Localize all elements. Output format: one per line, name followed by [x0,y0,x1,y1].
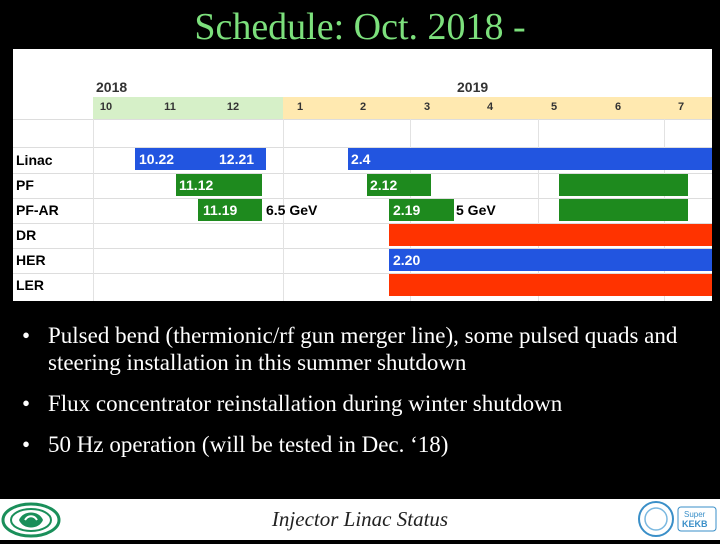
dr-operation-bar [389,224,712,246]
logo-text-kekb: KEKB [682,519,708,529]
bullet-text: 50 Hz operation (will be tested in Dec. ‘18) [48,432,449,457]
bullet-list [22,322,712,472]
linac-restart-label: 2.4 [351,151,371,167]
bullet-text: Pulsed bend (thermionic/rf gun merger line), some pulsed quads and steering installation in this summer shutdown [48,323,678,375]
month-label: 12 [226,101,240,113]
bullet-dot: • [22,323,31,348]
month-band-2019 [283,97,712,119]
grid-line [13,119,712,120]
pf-ar-energy-label-2: 5 GeV [456,202,496,218]
row-label-pf: PF [16,177,34,193]
footer-bar [0,499,720,540]
year-label-2018: 2018 [96,79,128,95]
ler-operation-bar [389,274,712,296]
her-operation-bar [389,249,712,271]
bullet-text: Flux concentrator reinstallation during winter shutdown [48,391,563,416]
month-label: 11 [164,101,176,113]
month-label: 1 [296,101,304,113]
pf-ar-operation-bar-2019b [559,199,688,221]
pf-ar-start-label: 11.19 [203,202,238,218]
row-label-dr: DR [16,227,37,243]
pf-operation-bar-2019b [559,174,688,196]
pf-start-label: 11.12 [179,177,214,193]
month-label: 3 [423,101,431,113]
grid-line [93,119,94,301]
linac-start-label: 10.22 [139,151,175,167]
footer-title: Injector Linac Status [271,507,449,531]
slide-title: Schedule: Oct. 2018 - [194,6,526,48]
month-band-2018 [93,97,283,119]
month-label: 7 [677,101,685,113]
bullet-item [22,431,712,458]
pf-ar-restart-label: 2.19 [393,202,421,218]
bullet-item [22,322,712,376]
row-label-ler: LER [16,277,44,293]
row-label-pf-ar: PF-AR [16,202,59,218]
month-label: 5 [550,101,558,113]
superkekb-logo-icon [636,499,720,544]
month-label: 10 [99,101,113,113]
linac-stop-label: 12.21 [219,151,255,167]
year-label-2019: 2019 [457,79,489,95]
bullet-dot: • [22,391,31,416]
row-label-her: HER [16,252,46,268]
bullet-dot: • [22,432,31,457]
logo-text-super: Super [684,510,706,519]
bullet-item [22,390,712,417]
schedule-chart [13,49,712,301]
her-start-label: 2.20 [393,252,421,268]
month-label: 2 [359,101,367,113]
linac-operation-bar-2019 [348,148,712,170]
month-label: 4 [486,101,494,113]
pf-restart-label: 2.12 [370,177,398,193]
pf-ar-energy-label: 6.5 GeV [266,202,318,218]
row-label-linac: Linac [16,152,53,168]
month-label: 6 [614,101,622,113]
